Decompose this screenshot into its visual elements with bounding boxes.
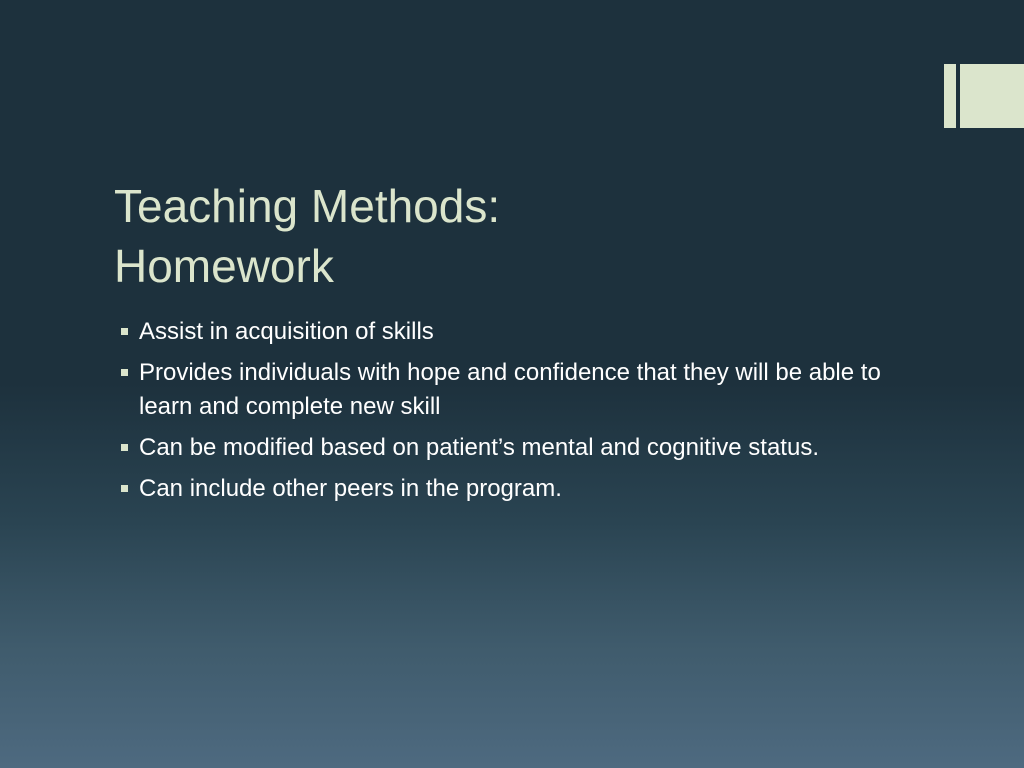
bullet-item (118, 315, 908, 349)
title-line-2: Homework (114, 240, 334, 292)
bullet-item (118, 431, 908, 465)
square-bullet-icon (121, 328, 128, 335)
title-line-1: Teaching Methods: (114, 180, 501, 232)
theme-bar-logo (944, 64, 1024, 128)
bullet-list (118, 315, 908, 513)
bullet-item (118, 356, 908, 424)
bullet-text: Assist in acquisition of skills (139, 318, 434, 345)
square-bullet-icon (121, 485, 128, 492)
logo-bar-wide (960, 64, 1024, 128)
bullet-text: Can include other peers in the program. (139, 475, 562, 502)
logo-bar-thin (944, 64, 956, 128)
square-bullet-icon (121, 369, 128, 376)
square-bullet-icon (121, 444, 128, 451)
slide-title (114, 176, 874, 296)
bullet-text: Provides individuals with hope and confidence that they will be able to learn and complete new skill (139, 359, 881, 420)
bullet-text: Can be modified based on patient’s mental and cognitive status. (139, 434, 819, 461)
bullet-item (118, 472, 908, 506)
